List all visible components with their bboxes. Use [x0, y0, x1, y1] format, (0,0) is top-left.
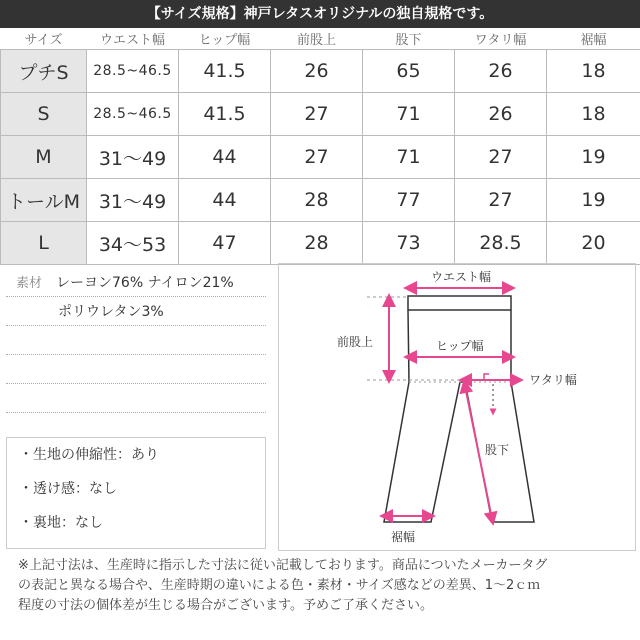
cell-hip: 41.5	[179, 93, 271, 136]
row-size-label: M	[1, 136, 87, 179]
cell-thigh: 28.5	[455, 222, 547, 265]
cell-hem: 19	[547, 179, 640, 222]
cell-rise: 27	[271, 93, 363, 136]
thigh-label: ワタリ幅	[529, 373, 577, 387]
cell-hem: 19	[547, 136, 640, 179]
cell-waist: 28.5~46.5	[87, 93, 179, 136]
material-line	[6, 297, 266, 326]
material-line1: レーヨン76% ナイロン21%	[56, 275, 234, 291]
note-line1: ※上記寸法は、生産時に指示した寸法に従い記載しております。商品についたメーカータグ	[18, 558, 548, 573]
cell-rise: 27	[271, 136, 363, 179]
blank-line	[6, 326, 266, 355]
hem-label: 裾幅	[391, 530, 416, 544]
row-size-label: トールM	[1, 179, 87, 222]
header-hip: ヒップ幅	[179, 28, 271, 50]
size-table	[0, 28, 640, 265]
header-hem: 裾幅	[547, 28, 640, 50]
pants-outline	[384, 296, 534, 522]
cell-thigh: 26	[455, 93, 547, 136]
waist-label: ウエスト幅	[431, 270, 492, 284]
table-row	[1, 136, 640, 179]
cell-inseam: 77	[363, 179, 455, 222]
cell-inseam: 73	[363, 222, 455, 265]
material-section	[6, 268, 266, 413]
cell-thigh: 27	[455, 136, 547, 179]
feature-stretch: ・生地の伸縮性：あり	[19, 447, 159, 463]
material-line2: ポリウレタン3%	[58, 304, 164, 320]
feature-sheer: ・透け感：なし	[19, 481, 117, 497]
cell-inseam: 71	[363, 93, 455, 136]
row-size-label: S	[1, 93, 87, 136]
blank-line	[6, 355, 266, 384]
cell-thigh: 27	[455, 179, 547, 222]
cell-rise: 28	[271, 179, 363, 222]
rise-label: 前股上	[337, 335, 374, 349]
disclaimer-note	[18, 556, 632, 616]
features-box	[6, 437, 266, 549]
cell-inseam: 71	[363, 136, 455, 179]
blank-line	[6, 384, 266, 413]
row-size-label: L	[1, 222, 87, 265]
cell-waist: 34～53	[87, 222, 179, 265]
cell-hem: 20	[547, 222, 640, 265]
inseam-label: 股下	[485, 443, 510, 457]
table-row	[1, 222, 640, 265]
pants-diagram-svg	[279, 264, 635, 550]
material-label: 素材	[16, 276, 43, 291]
cell-hip: 44	[179, 136, 271, 179]
cell-rise: 28	[271, 222, 363, 265]
size-banner: 【サイズ規格】神戸レタスオリジナルの独自規格です。	[0, 0, 640, 28]
header-size: サイズ	[1, 28, 87, 50]
header-waist: ウエスト幅	[87, 28, 179, 50]
cell-hem: 18	[547, 50, 640, 93]
row-size-label: プチS	[1, 50, 87, 93]
cell-hem: 18	[547, 93, 640, 136]
header-thigh: ワタリ幅	[455, 28, 547, 50]
cell-hip: 44	[179, 179, 271, 222]
cell-waist: 28.5~46.5	[87, 50, 179, 93]
cell-waist: 31～49	[87, 179, 179, 222]
note-line3: 程度の寸法の個体差が生じる場合がございます。予めご了承ください。	[18, 598, 433, 613]
cell-hip: 47	[179, 222, 271, 265]
hip-label: ヒップ幅	[436, 339, 484, 353]
table-header-row	[1, 28, 640, 50]
table-row	[1, 93, 640, 136]
header-inseam: 股下	[363, 28, 455, 50]
measurement-diagram	[278, 263, 636, 551]
cell-waist: 31～49	[87, 136, 179, 179]
cell-thigh: 26	[455, 50, 547, 93]
cell-hip: 41.5	[179, 50, 271, 93]
table-row	[1, 179, 640, 222]
material-line	[6, 268, 266, 297]
header-rise: 前股上	[271, 28, 363, 50]
note-line2: の表記と異なる場合や、生産時期の違いによる色・素材・サイズ感などの差異、1～2ｃｍ	[18, 578, 541, 593]
table-row	[1, 50, 640, 93]
feature-lining: ・裏地：なし	[19, 515, 103, 531]
cell-rise: 26	[271, 50, 363, 93]
cell-inseam: 65	[363, 50, 455, 93]
